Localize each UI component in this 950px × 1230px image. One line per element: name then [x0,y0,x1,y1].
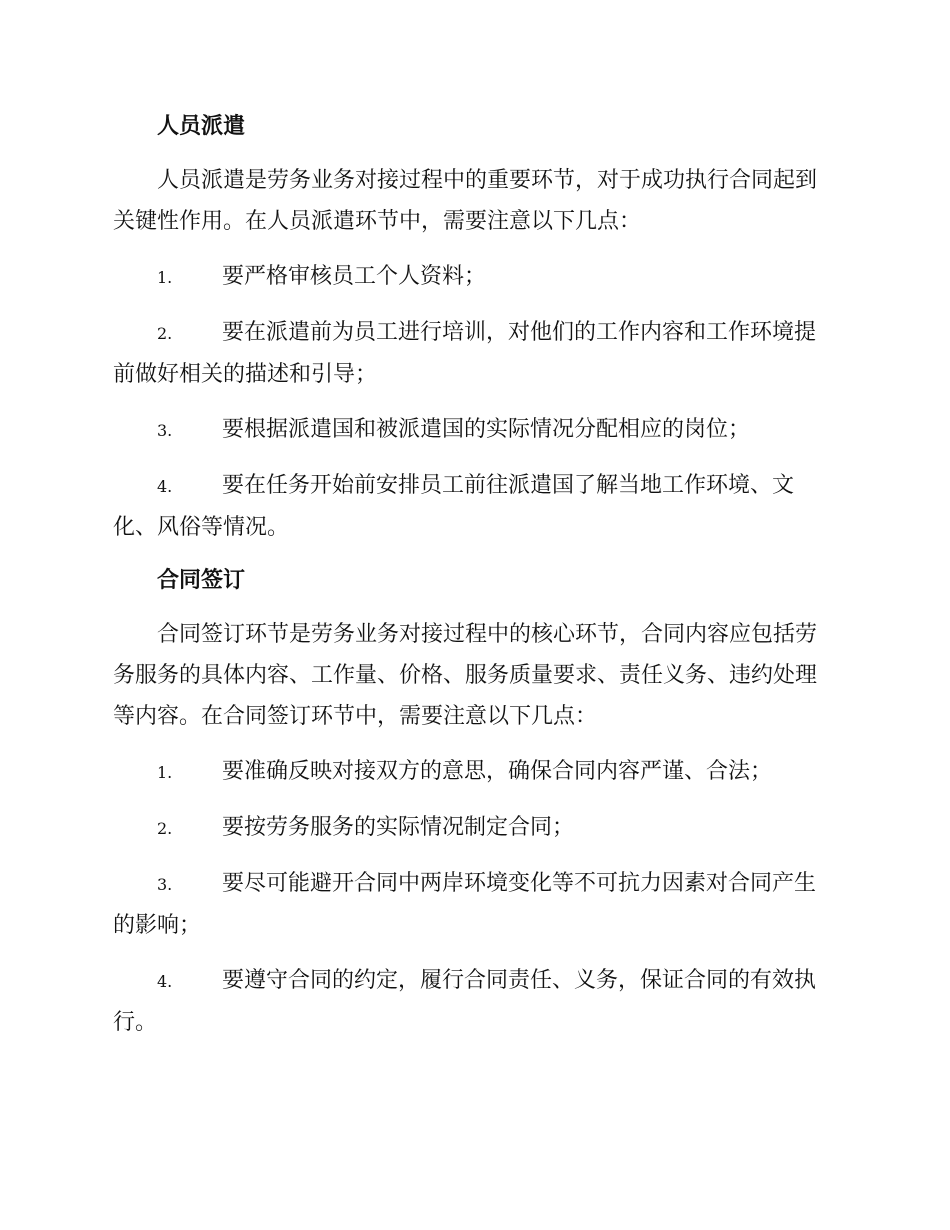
list-item [113,751,835,793]
list-item-number: 2. [157,324,173,343]
list-item-text: 要尽可能避开合同中两岸环境变化等不可抗力因素对合同产生的影响； [113,871,817,938]
list-item-number: 4. [157,972,173,991]
list-item-number: 3. [157,421,173,440]
list-item [113,256,835,298]
section-heading: 人员派遣 [157,114,246,139]
list-item [113,863,835,946]
list-item [113,807,835,849]
list-item [113,960,835,1043]
list-item-number: 2. [157,819,173,838]
section-intro-paragraph: 合同签订环节是劳务业务对接过程中的核心环节，合同内容应包括劳务服务的具体内容、工作量、价格、服务质量要求、责任义务、违约处理等内容。在合同签订环节中，需要注意以下几点： [113,622,818,729]
list-item [113,409,835,451]
section-personnel-dispatch [113,108,835,548]
list-item [113,465,835,548]
list-item-number: 4. [157,477,173,496]
list-item-text: 要准确反映对接双方的意思，确保合同内容严谨、合法； [222,759,773,784]
document-body [113,108,835,1057]
list-item [113,312,835,395]
section-contract-signing [113,562,835,1043]
section-intro-paragraph: 人员派遣是劳务业务对接过程中的重要环节，对于成功执行合同起到关键性作用。在人员派遣环节中，需要注意以下几点： [113,168,818,234]
section-heading: 合同签订 [157,568,246,593]
list-item-text: 要严格审核员工个人资料； [222,264,487,289]
list-item-number: 1. [157,763,173,782]
list-item-text: 要在派遣前为员工进行培训，对他们的工作内容和工作环境提前做好相关的描述和引导； [113,320,817,387]
list-item-text: 要遵守合同的约定，履行合同责任、义务，保证合同的有效执行。 [113,968,817,1035]
list-item-text: 要根据派遣国和被派遣国的实际情况分配相应的岗位； [222,417,751,442]
list-item-text: 要按劳务服务的实际情况制定合同； [222,815,575,840]
list-item-number: 3. [157,875,173,894]
list-item-text: 要在任务开始前安排员工前往派遣国了解当地工作环境、文化、风俗等情况。 [113,473,795,540]
list-item-number: 1. [157,268,173,287]
